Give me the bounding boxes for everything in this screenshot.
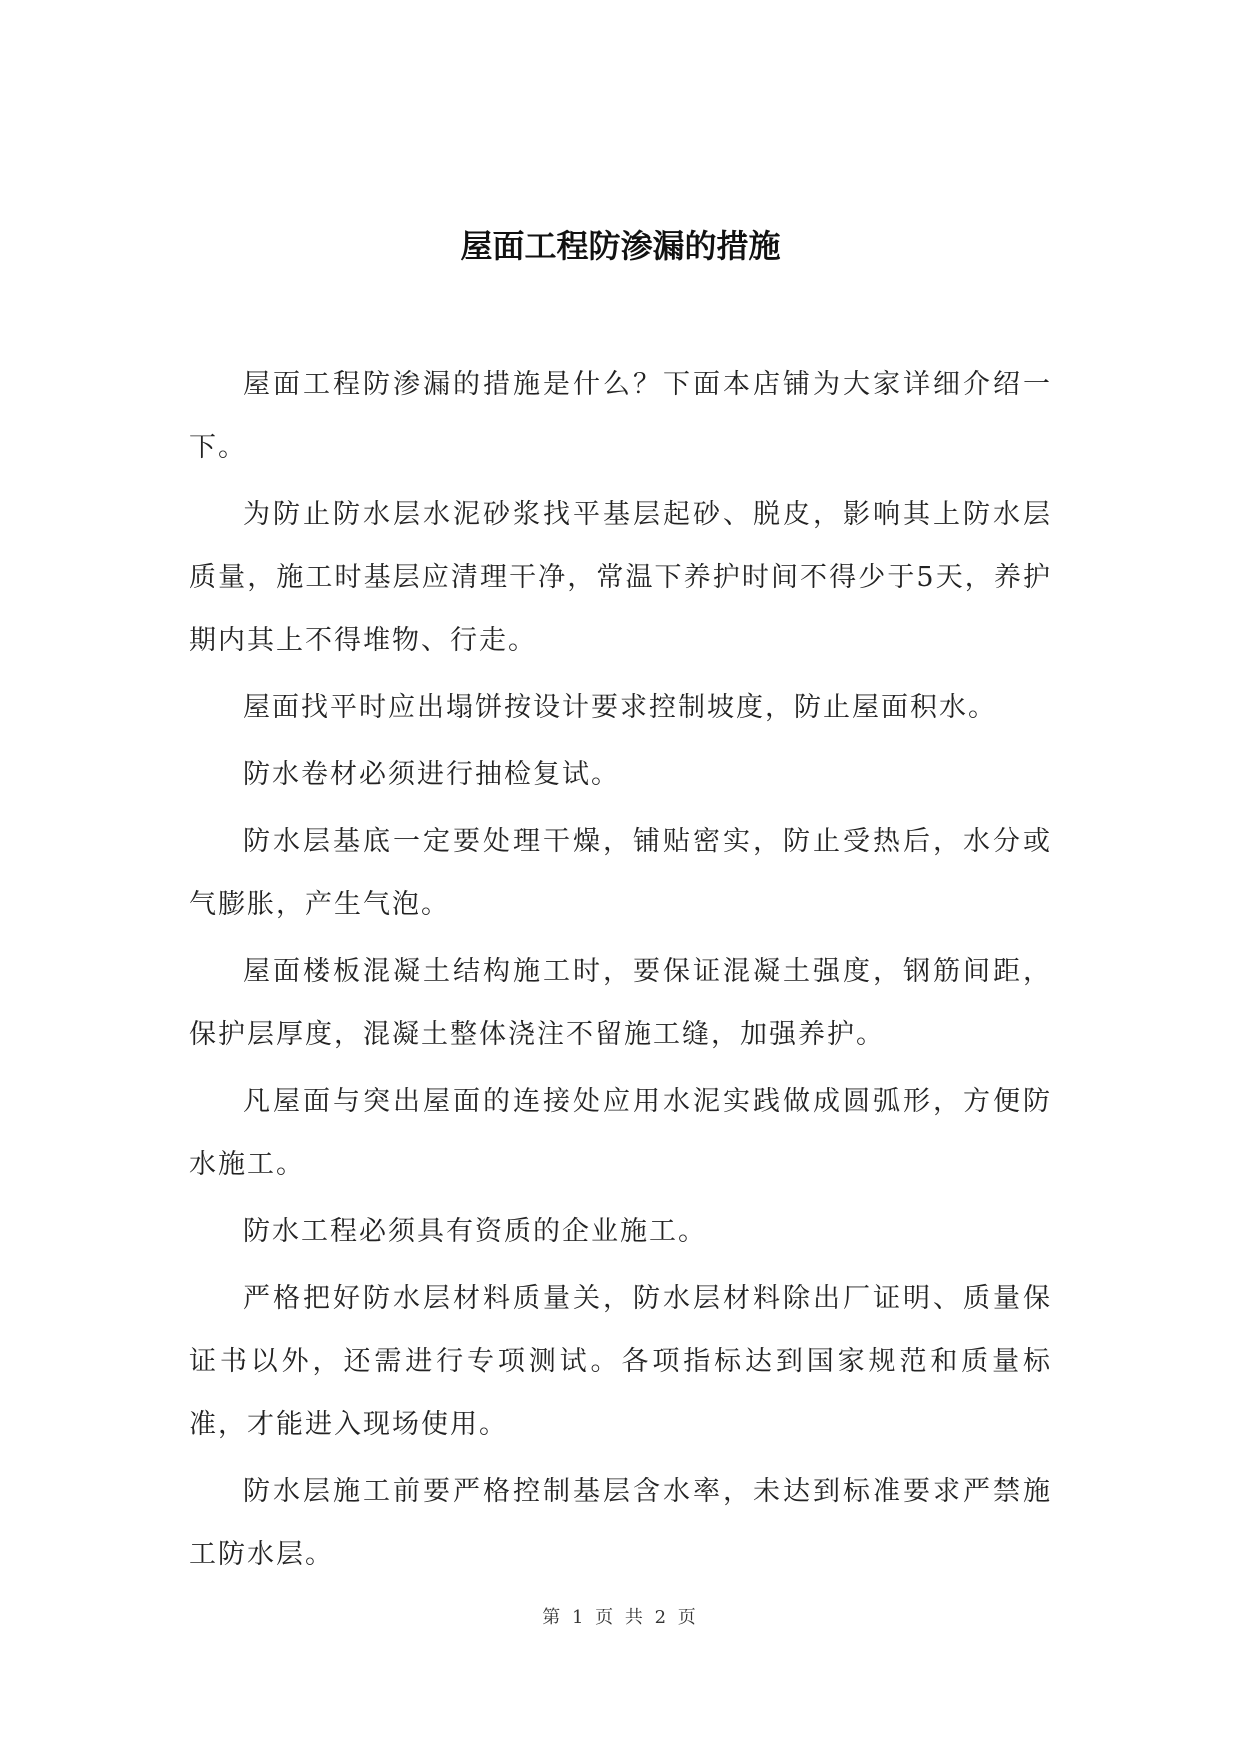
paragraph-moisture-control: 防水层施工前要严格控制基层含水率，未达到标准要求严禁施工防水层。: [189, 1476, 1052, 1570]
paragraph-membrane-testing: 防水卷材必须进行抽检复试。: [243, 759, 620, 790]
document-body: [189, 353, 1052, 1590]
page-title: 屋面工程防渗漏的措施: [460, 227, 781, 265]
paragraph-base-curing: 为防止防水层水泥砂浆找平基层起砂、脱皮，影响其上防水层质量，施工时基层应清理干净，常温下养护时间不得少于5天，养护期内其上不得堆物、行走。: [189, 499, 1052, 656]
paragraph-intro: 屋面工程防渗漏的措施是什么？下面本店铺为大家详细介绍一下。: [189, 369, 1052, 463]
paragraph-qualified-contractor: 防水工程必须具有资质的企业施工。: [243, 1216, 707, 1247]
paragraph-base-drying: 防水层基底一定要处理干燥，铺贴密实，防止受热后，水分或气膨胀，产生气泡。: [189, 826, 1052, 920]
paragraph-concrete-structure: 屋面楼板混凝土结构施工时，要保证混凝土强度，钢筋间距，保护层厚度，混凝土整体浇注不留施工缝，加强养护。: [189, 956, 1052, 1050]
paragraph-slope-control: 屋面找平时应出塌饼按设计要求控制坡度，防止屋面积水。: [243, 692, 997, 723]
paragraph-junction-arc: 凡屋面与突出屋面的连接处应用水泥实践做成圆弧形，方便防水施工。: [189, 1086, 1052, 1180]
paragraph-material-quality: 严格把好防水层材料质量关，防水层材料除出厂证明、质量保证书以外，还需进行专项测试。各项指标达到国家规范和质量标准，才能进入现场使用。: [189, 1283, 1052, 1440]
page-number-footer: 第 1 页 共 2 页: [542, 1607, 699, 1628]
